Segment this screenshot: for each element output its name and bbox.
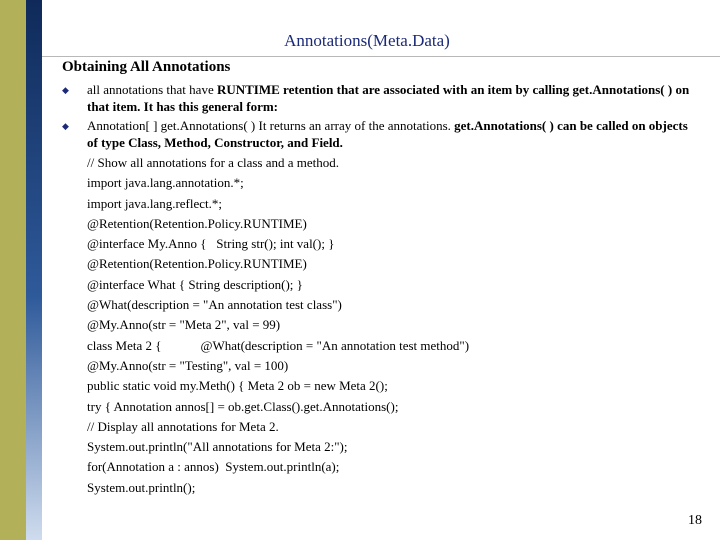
code-line: import java.lang.annotation.*; — [87, 175, 244, 191]
code-line: for(Annotation a : annos) System.out.println(a); — [87, 459, 340, 475]
code-line: @interface What { String description(); } — [87, 276, 303, 292]
title-divider — [42, 56, 720, 57]
bullet-bold-text: RUNTIME retention that are associated with an — [216, 82, 485, 97]
code-line: @What(description = "An annotation test class") — [87, 297, 342, 313]
code-line: @Retention(Retention.Policy.RUNTIME) — [87, 215, 307, 231]
code-line: System.out.println("All annotations for Meta 2:"); — [87, 439, 348, 455]
bullet-item — [62, 117, 692, 151]
page-number: 18 — [688, 513, 702, 528]
slide-subtitle: Obtaining All Annotations — [62, 59, 231, 75]
code-line: System.out.println(); — [87, 479, 196, 495]
bullet-diamond-icon: ◆ — [62, 121, 69, 131]
bullet-text: Annotation[ ] get.Annotations( ) It returns an array of the annotations. — [87, 118, 455, 133]
code-line: @Retention(Retention.Policy.RUNTIME) — [87, 256, 307, 272]
code-block — [87, 153, 707, 498]
left-decorative-bar-navy — [26, 0, 42, 540]
code-line: public static void my.Meth() { Meta 2 ob = new Meta 2(); — [87, 378, 388, 394]
bullet-item — [62, 81, 692, 115]
bullet-list — [62, 81, 692, 153]
slide-title: Annotations(Meta.Data) — [284, 31, 450, 50]
code-line: @My.Anno(str = "Testing", val = 100) — [87, 357, 289, 373]
bullet-diamond-icon: ◆ — [62, 85, 69, 95]
left-decorative-bar-olive — [0, 0, 26, 540]
bullet-text: item by calling get.Annotations( ) on that item. It has this general form: — [87, 82, 690, 114]
code-line: try { Annotation annos[] = ob.get.Class().get.Annotations(); — [87, 398, 399, 414]
code-line: @interface My.Anno { String str(); int val(); } — [87, 236, 335, 252]
code-line: // Display all annotations for Meta 2. — [87, 418, 279, 434]
bullet-bold-text: get.Annotations( ) can be called on objects of type Class, Method, Constructor, and Field. — [87, 118, 688, 150]
code-line: @My.Anno(str = "Meta 2", val = 99) — [87, 317, 281, 333]
code-line: import java.lang.reflect.*; — [87, 195, 223, 211]
code-line: // Show all annotations for a class and a method. — [87, 155, 340, 170]
code-line: class Meta 2 { @What(description = "An annotation test method") — [87, 337, 470, 353]
bullet-text: all annotations that have — [87, 82, 217, 97]
